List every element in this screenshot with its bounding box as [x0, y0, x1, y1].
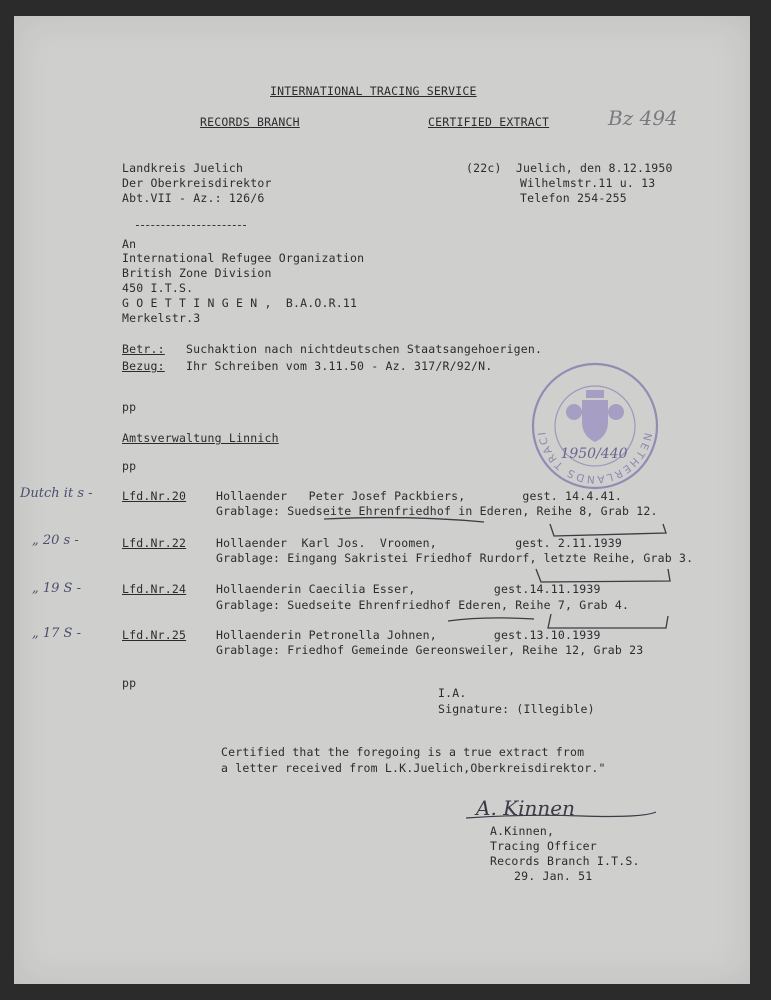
- certification-line-1: Certified that the foregoing is a true extract from: [221, 745, 585, 759]
- entry-handnote: „ 19 S -: [32, 581, 81, 596]
- coat-of-arms-icon: [566, 390, 624, 442]
- recipient-an: An: [122, 237, 137, 251]
- tracing-mission-stamp: [524, 360, 666, 492]
- entry-line-1: Hollaender Karl Jos. Vroomen, gest. 2.11.1939: [216, 536, 623, 550]
- officer-title: Tracing Officer: [490, 839, 597, 853]
- signature-flourish: [462, 804, 662, 824]
- pp-marker-1: pp: [122, 400, 137, 414]
- betr-label: Betr.:: [122, 342, 165, 356]
- pp-marker-3: pp: [122, 676, 137, 690]
- entry-line-1: Hollaenderin Petronella Johnen, gest.13.10.1939: [216, 628, 601, 642]
- place-date: (22c) Juelich, den 8.12.1950: [466, 161, 673, 175]
- signature-line: Signature: (Illegible): [438, 702, 595, 716]
- recipient-line-4: G O E T T I N G E N , B.A.O.R.11: [122, 296, 358, 310]
- stamp-ring-text: NETHERLANDS TRACI: [536, 429, 654, 486]
- officer-signature: A. Kinnen: [476, 796, 575, 820]
- certified-extract-heading: CERTIFIED EXTRACT: [428, 115, 550, 129]
- recipient-line-3: 450 I.T.S.: [122, 281, 194, 295]
- officer-date: 29. Jan. 51: [514, 869, 593, 883]
- entry-number: Lfd.Nr.20: [122, 489, 187, 503]
- bezug-text: Ihr Schreiben vom 3.11.50 - Az. 317/R/92/N.: [186, 359, 493, 373]
- sender-line-2: Der Oberkreisdirektor: [122, 176, 272, 190]
- handwritten-brackets: [14, 16, 750, 984]
- entry-handnote: Dutch it s -: [20, 486, 93, 501]
- certification-line-2: a letter received from L.K.Juelich,Oberkreisdirektor.": [221, 761, 606, 775]
- entry-line-1: Hollaenderin Caecilia Esser, gest.14.11.1939: [216, 582, 601, 596]
- bezug-label: Bezug:: [122, 359, 165, 373]
- entry-handnote: „ 20 s -: [32, 533, 79, 548]
- sender-line-3: Abt.VII - Az.: 126/6: [122, 191, 265, 205]
- entry-line-2: Grablage: Friedhof Gemeinde Gereonsweiler, Reihe 12, Grab 23: [216, 643, 644, 657]
- entry-line-2: Grablage: Suedseite Ehrenfriedhof Ederen, Reihe 7, Grab 4.: [216, 598, 630, 612]
- margin-reference-note: Bz 494: [608, 106, 678, 130]
- address-line: Wilhelmstr.11 u. 13: [520, 176, 656, 190]
- stamp-number: 1950/440: [560, 446, 628, 462]
- entry-number: Lfd.Nr.22: [122, 536, 187, 550]
- entry-line-2: Grablage: Suedseite Ehrenfriedhof in Ederen, Reihe 8, Grab 12.: [216, 504, 658, 518]
- ia-line: I.A.: [438, 686, 467, 700]
- telephone-line: Telefon 254-255: [520, 191, 627, 205]
- document-title: INTERNATIONAL TRACING SERVICE: [270, 84, 477, 98]
- sender-line-1: Landkreis Juelich: [122, 161, 244, 175]
- recipient-line-2: British Zone Division: [122, 266, 272, 280]
- entry-number: Lfd.Nr.25: [122, 628, 187, 642]
- officer-branch: Records Branch I.T.S.: [490, 854, 640, 868]
- recipient-line-1: International Refugee Organization: [122, 251, 365, 265]
- entry-handnote: „ 17 S -: [32, 626, 81, 641]
- entry-number: Lfd.Nr.24: [122, 582, 187, 596]
- betr-text: Suchaktion nach nichtdeutschen Staatsangehoerigen.: [186, 342, 543, 356]
- pp-marker-2: pp: [122, 459, 137, 473]
- office-heading: Amtsverwaltung Linnich: [122, 431, 279, 445]
- document-page: [14, 16, 750, 984]
- records-branch-heading: RECORDS BRANCH: [200, 115, 300, 129]
- entry-line-2: Grablage: Eingang Sakristei Friedhof Rurdorf, letzte Reihe, Grab 3.: [216, 551, 694, 565]
- entry-line-1: Hollaender Peter Josef Packbiers, gest. 14.4.41.: [216, 489, 623, 503]
- recipient-line-5: Merkelstr.3: [122, 311, 201, 325]
- officer-name: A.Kinnen,: [490, 824, 555, 838]
